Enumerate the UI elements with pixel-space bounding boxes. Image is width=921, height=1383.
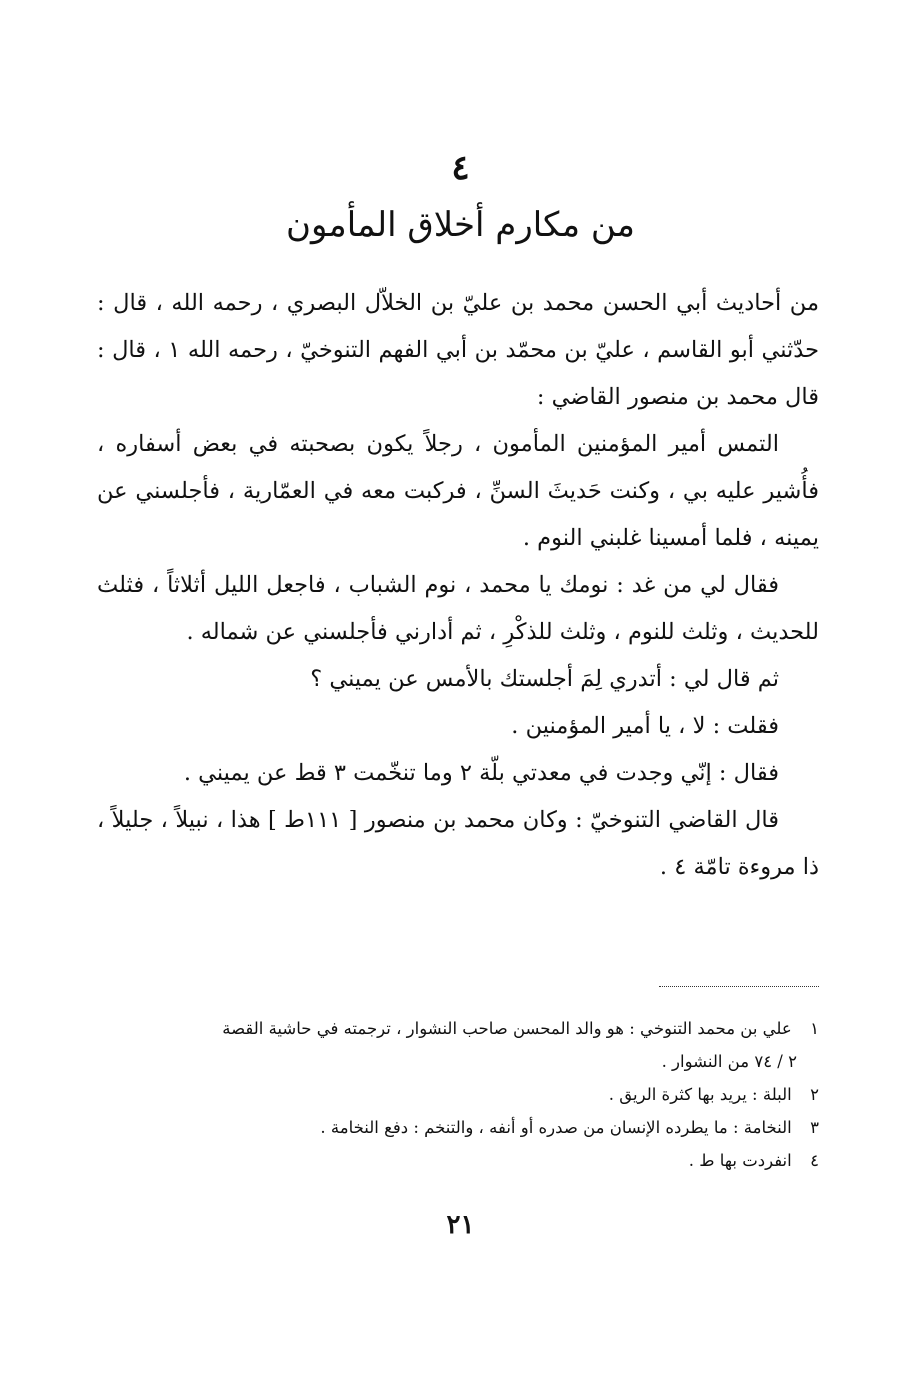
page-number: ٢١ — [446, 1210, 475, 1240]
paragraph-answer: فقلت : لا ، يا أمير المؤمنين . — [511, 713, 779, 739]
footnote-divider — [659, 986, 819, 987]
footnote-text: النخامة : ما يطرده الإنسان من صدره أو أنفه ، والتنخم : دفع النخامة . — [320, 1118, 792, 1137]
paragraph-isnad: من أحاديث أبي الحسن محمد بن عليّ بن الخلاّل البصري ، رحمه الله ، قال : حدّثني أبو القاسم ، عليّ بن محمّد بن أبي الفهم التنوخيّ ، رحمه الله ١ ، قال : قال محمد بن منصور القاضي : — [97, 290, 820, 410]
paragraph-closing: قال القاضي التنوخيّ : وكان محمد بن منصور [ ١١١ط ] هذا ، نبيلاً ، جليلاً ، ذا مروءة تامّة ٤ . — [97, 807, 819, 880]
footnote-text: علي بن محمد التنوخي : هو والد المحسن صاحب النشوار ، ترجمته في حاشية القصة — [222, 1019, 792, 1038]
footnote-item — [97, 1012, 819, 1045]
footnote-text: انفردت بها ط . — [688, 1151, 792, 1170]
main-text — [97, 280, 819, 891]
chapter-title: من مكارم أخلاق المأمون — [285, 205, 636, 245]
footnote-number: ١ — [810, 1019, 819, 1038]
footnote-item — [97, 1111, 819, 1144]
footnote-number: ٤ — [810, 1151, 819, 1170]
footnote-item — [97, 1144, 819, 1177]
footnote-continuation: ٢ / ٧٤ من النشوار . — [661, 1052, 797, 1071]
footnote-item — [97, 1078, 819, 1111]
footnote-number: ٣ — [810, 1118, 819, 1137]
paragraph-story-2: فقال لي من غد : نومك يا محمد ، نوم الشباب ، فاجعل الليل أثلاثاً ، فثلث للحديث ، وثلث للنوم ، وثلث للذكْرِ ، ثم أدارني فأجلسني عن شماله . — [97, 572, 819, 645]
chapter-number: ٤ — [451, 148, 470, 188]
paragraph-story-1: التمس أمير المؤمنين المأمون ، رجلاً يكون بصحبته في بعض أسفاره ، فأُشير عليه بي ، وكنت حَديثَ السنِّ ، فركبت معه في العمّارية ، فأجلسني عن يمينه ، فلما أمسينا غلبني النوم . — [97, 431, 819, 551]
paragraph-question: ثم قال لي : أتدري لِمَ أجلستك بالأمس عن يميني ؟ — [310, 666, 779, 692]
footnote-number: ٢ — [810, 1085, 819, 1104]
footnotes — [97, 1012, 819, 1177]
paragraph-explanation: فقال : إنّي وجدت في معدتي بلّة ٢ وما تنخّمت ٣ قط عن يميني . — [183, 760, 779, 786]
footnote-text: البلة : يريد بها كثرة الريق . — [608, 1085, 792, 1104]
